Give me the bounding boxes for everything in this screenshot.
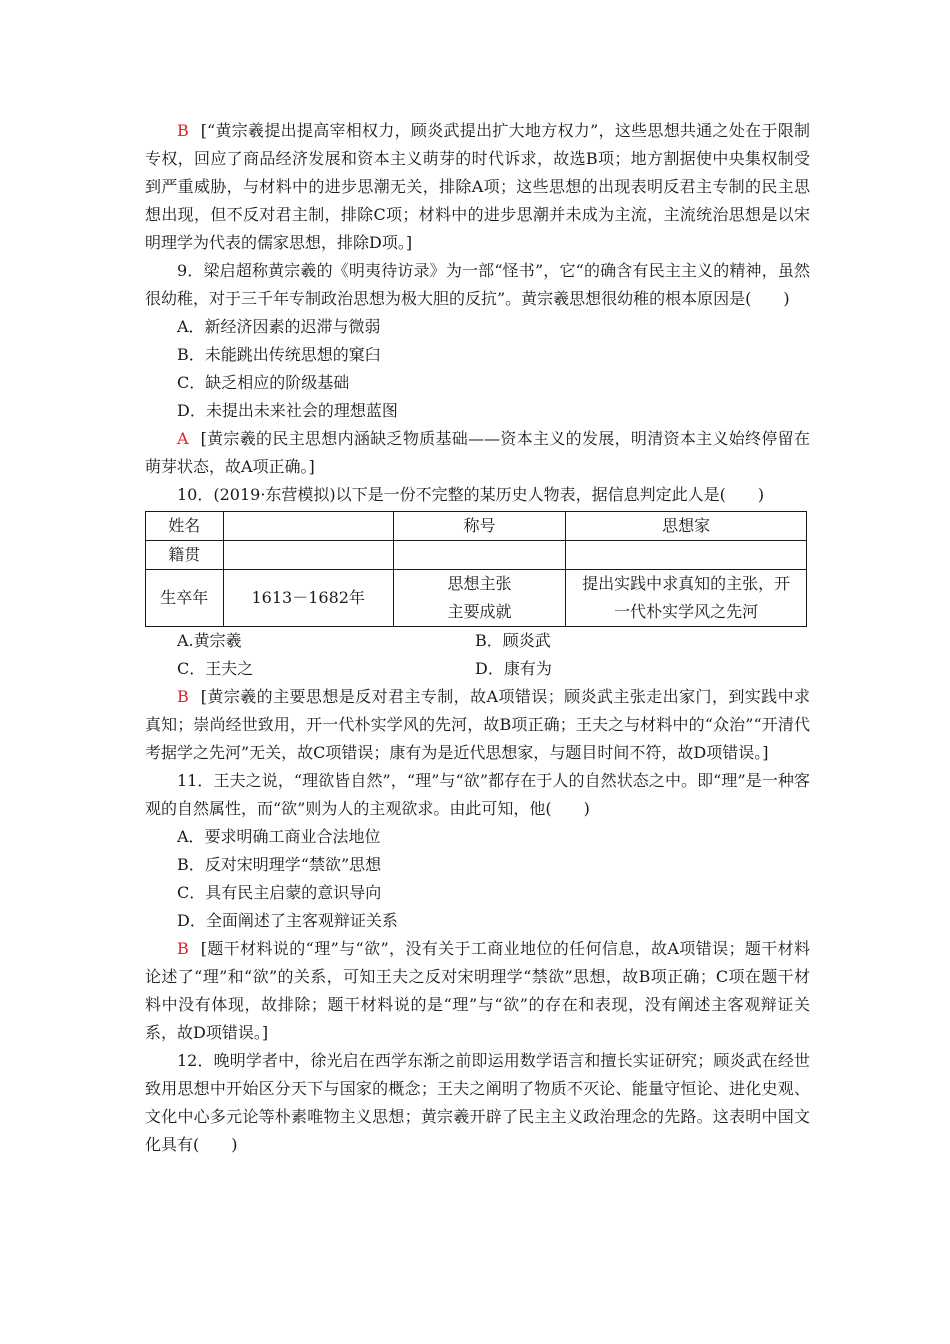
cell-line: 主要成就 (447, 602, 512, 621)
q11-option-a: A．要求明确工商业合法地位 (177, 827, 381, 846)
table-cell: 1613－1682年 (223, 570, 393, 627)
answer-letter: B (177, 939, 189, 958)
q10-options-row-1 (145, 627, 810, 655)
q11-option-b: B．反对宋明理学“禁欲”思想 (177, 855, 382, 874)
q11-option-d: D．全面阐述了主客观辩证关系 (177, 911, 398, 930)
cell-line: 思想主张 (447, 574, 512, 593)
table-cell (566, 541, 807, 570)
q11-stem: 11．王夫之说，“理欲皆自然”，“理”与“欲”都存在于人的自然状态之中。即“理”是一种客观的自然属性，而“欲”则为人的主观欲求。由此可知，他( ) (145, 771, 810, 818)
answer-letter: A (177, 429, 189, 448)
table-cell (223, 541, 393, 570)
q10-answer (145, 683, 810, 767)
q8-answer (145, 117, 810, 257)
q10-option-b: B．顾炎武 (475, 631, 551, 650)
cell-line: 一代朴实学风之先河 (614, 602, 759, 621)
person-info-table (145, 511, 807, 627)
table-cell (566, 570, 807, 627)
q9-option-a: A．新经济因素的迟滞与微弱 (177, 317, 381, 336)
document-page (145, 117, 810, 1159)
q12-stem: 12．晚明学者中，徐光启在西学东渐之前即运用数学语言和擅长实证研究；顾炎武在经世致用思想中开始区分天下与国家的概念；王夫之阐明了物质不灭论、能量守恒论、进化史观、文化中心多元论等朴素唯物主义思想；黄宗羲开辟了民主主义政治理念的先路。这表明中国文化具有( ) (145, 1051, 810, 1154)
q10-option-a: A.黄宗羲 (177, 631, 242, 650)
q9-option-d: D．未提出未来社会的理想蓝图 (177, 401, 398, 420)
answer-explanation: [题干材料说的“理”与“欲”，没有关于工商业地位的任何信息，故A项错误；题干材料论述了“理”和“欲”的关系，可知王夫之反对宋明理学“禁欲”思想，故B项正确；C项在题干材料中没有体现，故排除；题干材料说的是“理”与“欲”的存在和表现，没有阐述主客观辩证关系，故D项错误。] (145, 939, 810, 1042)
table-cell: 生卒年 (146, 570, 224, 627)
q10-option-c: C．王夫之 (177, 659, 254, 678)
table-row (146, 570, 807, 627)
table-row (146, 512, 807, 541)
table-cell (223, 512, 393, 541)
answer-explanation: [“黄宗羲提出提高宰相权力，顾炎武提出扩大地方权力”，这些思想共通之处在于限制专权，回应了商品经济发展和资本主义萌芽的时代诉求，故选B项；地方割据使中央集权制受到严重威胁，与材料中的进步思潮无关，排除A项；这些思想的出现表明反君主专制的民主思想出现，但不反对君主制，排除C项；材料中的进步思潮并未成为主流，主流统治思想是以宋明理学为代表的儒家思想，排除D项。] (145, 121, 810, 252)
table-cell (393, 541, 565, 570)
q9-option-b: B．未能跳出传统思想的窠臼 (177, 345, 381, 364)
answer-letter: B (177, 121, 189, 140)
q10-options-row-2 (145, 655, 810, 683)
q9-answer (145, 425, 810, 481)
table-row (146, 541, 807, 570)
table-cell: 姓名 (146, 512, 224, 541)
q11-option-c: C．具有民主启蒙的意识导向 (177, 883, 382, 902)
table-cell: 籍贯 (146, 541, 224, 570)
table-cell: 称号 (393, 512, 565, 541)
table-cell: 思想家 (566, 512, 807, 541)
answer-letter: B (177, 687, 189, 706)
table-cell (393, 570, 565, 627)
answer-explanation: [黄宗羲的民主思想内涵缺乏物质基础——资本主义的发展，明清资本主义始终停留在萌芽状态，故A项正确。] (145, 429, 810, 476)
q9-stem: 9．梁启超称黄宗羲的《明夷待访录》为一部“怪书”，它“的确含有民主主义的精神，虽然很幼稚，对于三千年专制政治思想为极大胆的反抗”。黄宗羲思想很幼稚的根本原因是( ) (145, 261, 810, 308)
q10-option-d: D．康有为 (475, 659, 552, 678)
q9-option-c: C．缺乏相应的阶级基础 (177, 373, 350, 392)
answer-explanation: [黄宗羲的主要思想是反对君主专制，故A项错误；顾炎武主张走出家门，到实践中求真知；崇尚经世致用，开一代朴实学风的先河，故B项正确；王夫之与材料中的“众治”“开清代考据学之先河”无关，故C项错误；康有为是近代思想家，与题目时间不符，故D项错误。] (145, 687, 810, 762)
cell-line: 提出实践中求真知的主张，开 (582, 574, 791, 593)
q11-answer (145, 935, 810, 1047)
q10-stem: 10．(2019·东营模拟)以下是一份不完整的某历史人物表，据信息判定此人是( ) (177, 485, 765, 504)
